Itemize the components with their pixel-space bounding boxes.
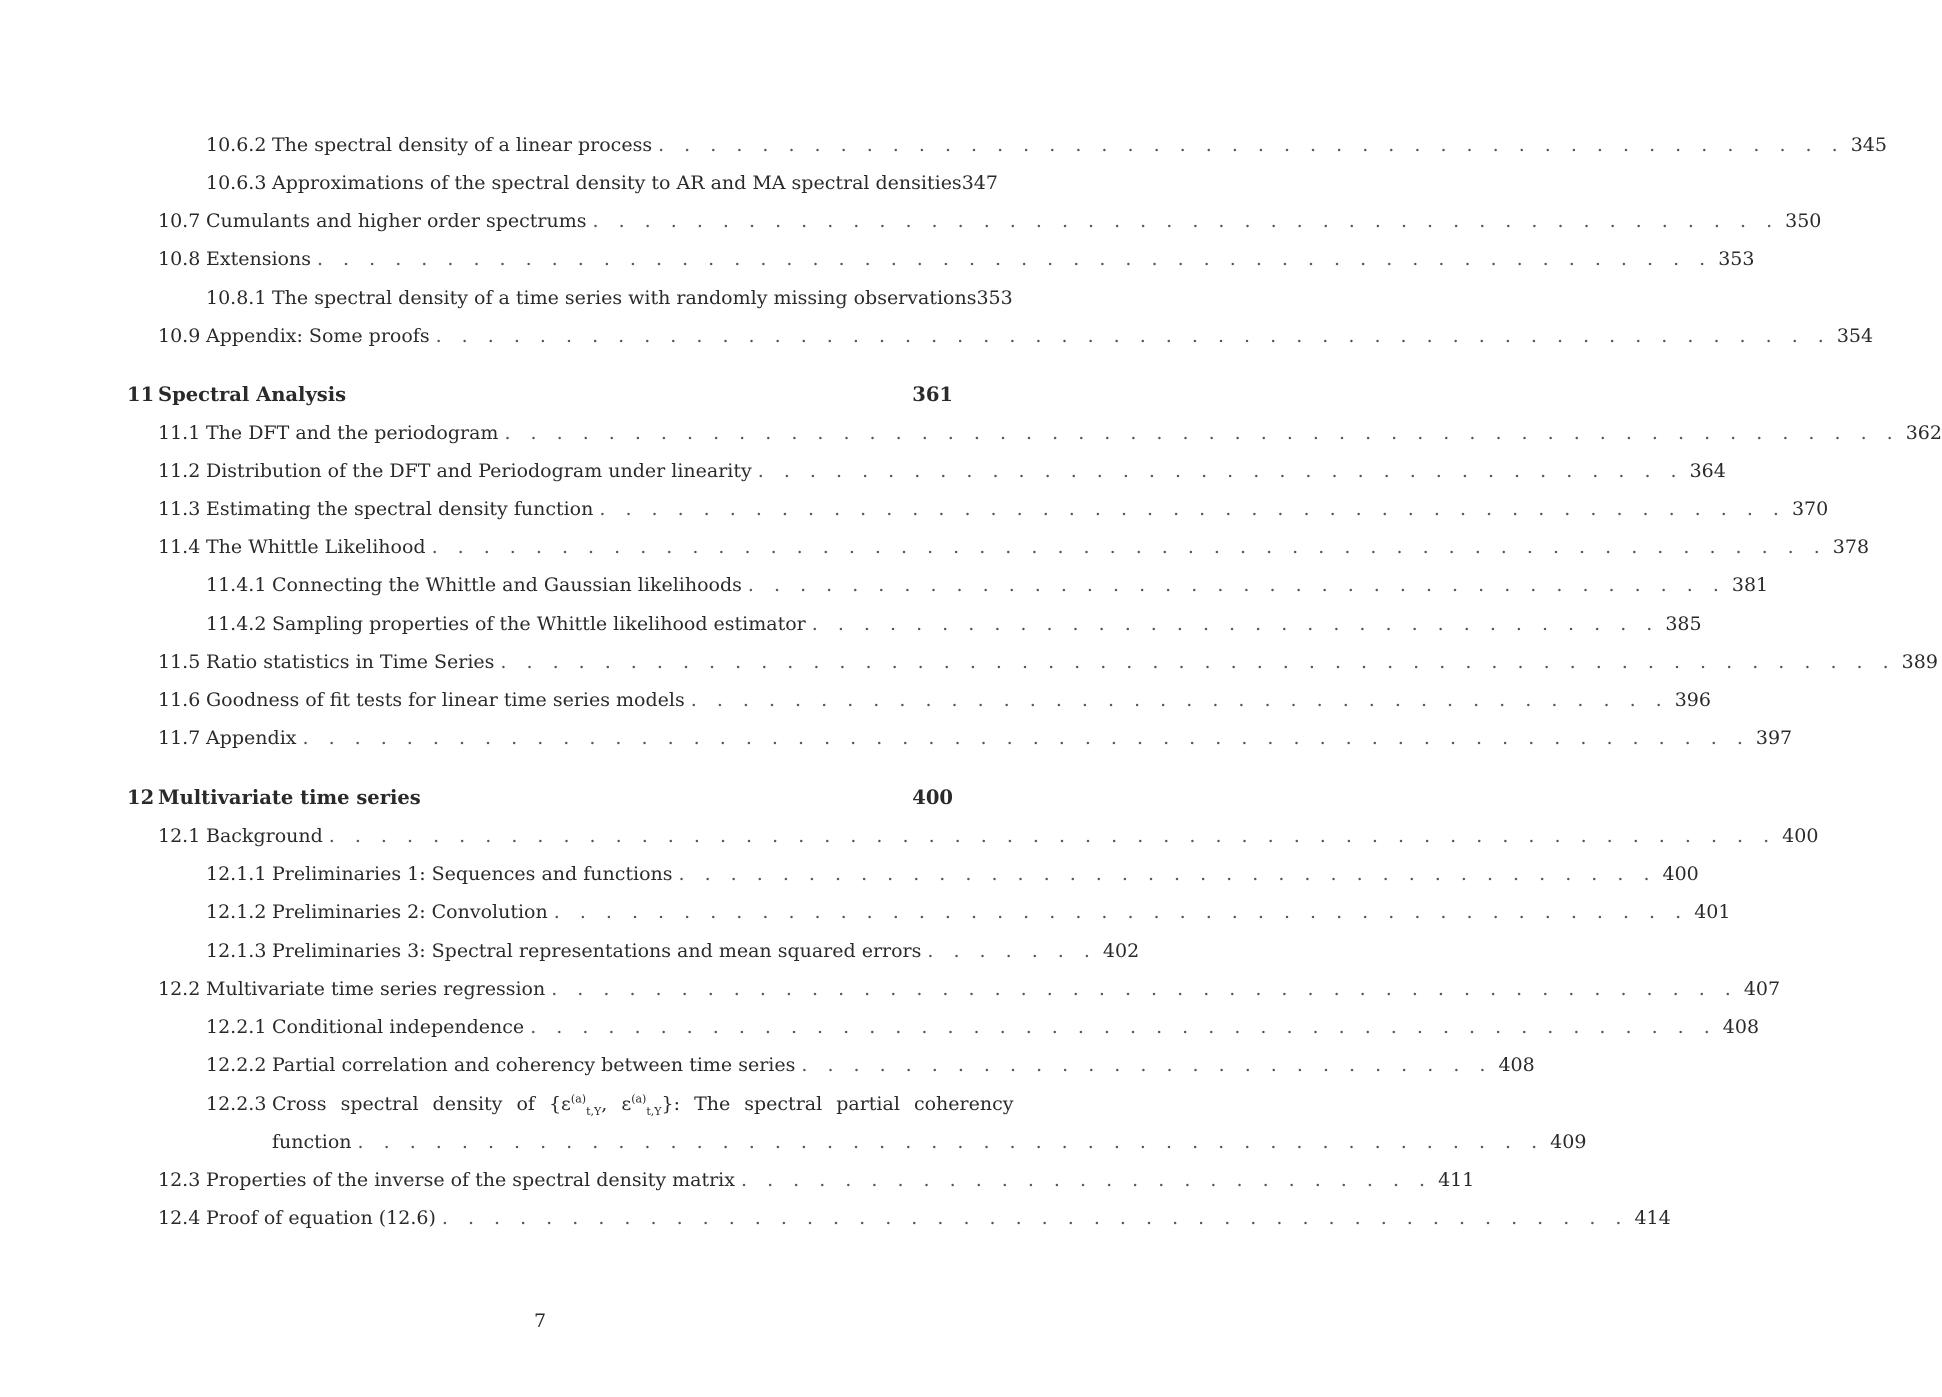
dot-leader: . . . . . . . . . . . . . . . . . . . . . . . . . . . . . . . . . . . . . . . . . . . . . . xyxy=(530,1016,1717,1038)
chapter-title: Spectral Analysis xyxy=(158,383,347,406)
page-ref: 354 xyxy=(1836,325,1874,347)
toc-entry[interactable] xyxy=(206,570,1769,600)
section-title: Properties of the inverse of the spectral density matrix xyxy=(206,1169,735,1191)
dot-leader: . . . . . . . . . . . . . . . . . . . . . . . . . . . . . . . . . . . . . . . . . . . . . . xyxy=(599,498,1786,520)
toc-entry[interactable] xyxy=(158,647,1938,677)
section-number: 11.7 xyxy=(158,727,201,749)
section-title: Partial correlation and coherency between time series xyxy=(272,1054,796,1076)
toc-entry[interactable] xyxy=(206,1089,1014,1119)
section-title: Multivariate time series regression xyxy=(206,978,546,1000)
math-comma: , ε xyxy=(601,1093,632,1115)
page-ref: 414 xyxy=(1634,1207,1671,1229)
section-number: 12.1.3 xyxy=(206,940,267,962)
page-ref: 370 xyxy=(1791,498,1829,520)
toc-entry-continued[interactable] xyxy=(272,1127,1587,1157)
section-number: 10.8.1 xyxy=(206,287,267,309)
toc-entry[interactable] xyxy=(158,685,1711,715)
section-title: Conditional independence xyxy=(272,1016,525,1038)
section-title: Background xyxy=(206,825,323,847)
math-sup: (a) xyxy=(631,1092,647,1106)
section-number: 12.2.2 xyxy=(206,1054,267,1076)
dot-leader: . . . . . . . . . . . . . . . . . . . . . . . . . . . . . . . . . . . . . . . . . . . . . . . . . . . . . . xyxy=(504,422,1900,444)
section-number: 12.2.3 xyxy=(206,1093,267,1115)
page-ref: 401 xyxy=(1694,901,1731,923)
chapter-title: Multivariate time series xyxy=(158,786,421,809)
toc-entry[interactable] xyxy=(206,168,998,198)
dot-leader: . . . . . . . . . . . . . . . . . . . . . . . . . . . . . . . . . . . . . . . . . . . . . . xyxy=(658,134,1845,156)
section-number: 10.6.2 xyxy=(206,134,267,156)
page-ref: 364 xyxy=(1689,460,1726,482)
page-ref: 385 xyxy=(1665,613,1702,635)
section-title: Extensions xyxy=(206,248,311,270)
section-number: 11.4.2 xyxy=(206,613,267,635)
toc-entry[interactable] xyxy=(206,1050,1535,1080)
page-ref: 353 xyxy=(976,287,1013,309)
dot-leader: . . . . . . . . . . . . . . . . . . . . . . . . . . . . . . . . . . . . . . . . . . . . . . . . . . . . . . xyxy=(500,651,1896,673)
section-number: 12.1.2 xyxy=(206,901,267,923)
section-title xyxy=(272,1089,1013,1119)
page-ref: 350 xyxy=(1785,210,1822,232)
dot-leader: . . . . . . . . . . . . . . . . . . . . . . . . . . . . . . . . . . . . . . . . . . . . . . xyxy=(357,1131,1545,1153)
page-ref: 389 xyxy=(1901,651,1938,673)
toc-entry[interactable] xyxy=(158,532,1870,562)
page-ref: 378 xyxy=(1832,536,1870,558)
dot-leader: . . . . . . . . . . . . . . . . . . . . . . . . . . . . . . . . . . . . . . . . . . . . . . . . . . . . . . . . xyxy=(328,825,1777,847)
section-number: 10.7 xyxy=(158,210,201,232)
section-title: The DFT and the periodogram xyxy=(206,422,499,444)
dot-leader: . . . . . . . . . . . . . . . . . . . . . . . . . . . . . . . . . . . . . . . . . . . . xyxy=(553,901,1689,923)
section-title: Distribution of the DFT and Periodogram under linearity xyxy=(206,460,752,482)
dot-leader: . . . . . . . xyxy=(927,940,1097,962)
dot-leader: . . . . . . . . . . . . . . . . . . . . . . . . . . . . . . . . . . . . . . . . . . . . . . . . . . . . . . xyxy=(316,248,1713,270)
section-number: 12.1.1 xyxy=(206,863,267,885)
page-number: 7 xyxy=(533,1310,547,1332)
section-title: Sampling properties of the Whittle likelihood estimator xyxy=(272,613,806,635)
dot-leader: . . . . . . . . . . . . . . . . . . . . . . . . . . . . . . . . . xyxy=(811,613,1660,635)
section-title: Ratio statistics in Time Series xyxy=(206,651,495,673)
section-title: The spectral density of a linear process xyxy=(272,134,653,156)
dot-leader: . . . . . . . . . . . . . . . . . . . . . . . . . . . . . . . . . . . . . . . . . . . . . . . . . . . . . . . . xyxy=(302,727,1750,749)
section-number: 11.5 xyxy=(158,651,201,673)
math-sub: t,Y xyxy=(646,1104,662,1118)
toc-entry[interactable] xyxy=(206,283,1013,313)
math-close: } xyxy=(661,1093,674,1115)
dot-leader: . . . . . . . . . . . . . . . . . . . . . . . . . . . . . . . . . . . . . . xyxy=(678,863,1657,885)
section-number: 12.2.1 xyxy=(206,1016,267,1038)
chapter-number: 11 xyxy=(127,383,155,406)
section-number: 11.4 xyxy=(158,536,201,558)
toc-entry[interactable] xyxy=(206,897,1731,927)
dot-leader: . . . . . . . . . . . . . . . . . . . . . . . . . . . . . . . . . . . . . . xyxy=(690,689,1669,711)
page-ref: 381 xyxy=(1731,574,1769,596)
toc-entry[interactable] xyxy=(158,321,1874,351)
toc-chapter[interactable] xyxy=(127,380,953,410)
toc-entry[interactable] xyxy=(158,974,1781,1004)
page-ref: 400 xyxy=(1662,863,1699,885)
dot-leader: . . . . . . . . . . . . . . . . . . . . . . . . . . . . . . . . . . . . . . . . . . . . . . xyxy=(441,1207,1629,1229)
toc-entry[interactable] xyxy=(158,206,1822,236)
dot-leader: . . . . . . . . . . . . . . . . . . . . . . . . . . . . . . . . . . . . . . . . . . . . . . . . . . . . . . xyxy=(431,536,1827,558)
section-number: 12.4 xyxy=(158,1207,201,1229)
section-number: 11.3 xyxy=(158,498,201,520)
page-ref: 361 xyxy=(912,383,953,406)
section-title: The Whittle Likelihood xyxy=(206,536,426,558)
section-title: Connecting the Whittle and Gaussian likelihoods xyxy=(272,574,742,596)
section-title: Preliminaries 3: Spectral representations and mean squared errors xyxy=(272,940,922,962)
section-number: 11.6 xyxy=(158,689,201,711)
section-title: Proof of equation (12.6) xyxy=(206,1207,436,1229)
math-sub: t,Y xyxy=(586,1104,602,1118)
toc-entry[interactable] xyxy=(206,1012,1760,1042)
section-number: 11.2 xyxy=(158,460,201,482)
section-number: 12.1 xyxy=(158,825,201,847)
section-number: 10.9 xyxy=(158,325,201,347)
toc-chapter[interactable] xyxy=(127,783,953,813)
page-ref: 396 xyxy=(1674,689,1711,711)
toc-entry[interactable] xyxy=(206,936,1140,966)
toc-entry[interactable] xyxy=(158,723,1793,753)
math-sup: (a) xyxy=(570,1092,587,1106)
section-number: 12.3 xyxy=(158,1169,201,1191)
section-number: 10.8 xyxy=(158,248,201,270)
section-title: Preliminaries 2: Convolution xyxy=(272,901,548,923)
page-ref: 409 xyxy=(1550,1131,1587,1153)
page-ref: 347 xyxy=(961,172,998,194)
title-part: : The spectral partial coherency xyxy=(673,1093,1014,1115)
math-open: {ε xyxy=(548,1093,571,1115)
page-ref: 353 xyxy=(1718,248,1755,270)
dot-leader: . . . . . . . . . . . . . . . . . . . . . . . . . . . xyxy=(801,1054,1493,1076)
dot-leader: . . . . . . . . . . . . . . . . . . . . . . . . . . . . . . . . . . . . xyxy=(757,460,1684,482)
section-title: Appendix xyxy=(206,727,297,749)
toc-entry[interactable] xyxy=(158,821,1819,851)
dot-leader: . . . . . . . . . . . . . . . . . . . . . . . . . . . . . . . . . . . . . . . . . . . . . . xyxy=(551,978,1738,1000)
section-number: 12.2 xyxy=(158,978,201,1000)
toc-entry[interactable] xyxy=(158,1165,1475,1195)
section-number: 10.6.3 xyxy=(206,172,267,194)
title-part: Cross spectral density of xyxy=(272,1093,535,1115)
page-ref: 407 xyxy=(1743,978,1781,1000)
chapter-number: 12 xyxy=(127,786,155,809)
page-ref: 408 xyxy=(1498,1054,1535,1076)
toc-entry[interactable] xyxy=(158,418,1942,448)
page-ref: 397 xyxy=(1755,727,1793,749)
section-title: Cumulants and higher order spectrums xyxy=(206,210,587,232)
toc-entry[interactable] xyxy=(206,859,1699,889)
section-title: Estimating the spectral density function xyxy=(206,498,594,520)
section-number: 11.4.1 xyxy=(206,574,267,596)
page-ref: 400 xyxy=(912,786,953,809)
dot-leader: . . . . . . . . . . . . . . . . . . . . . . . . . . . . . . . . . . . . . . . . . . . . . . xyxy=(592,210,1780,232)
toc-entry[interactable] xyxy=(206,130,1887,160)
section-number: 11.1 xyxy=(158,422,201,444)
toc-entry[interactable] xyxy=(158,494,1829,524)
section-title: Preliminaries 1: Sequences and functions xyxy=(272,863,673,885)
dot-leader: . . . . . . . . . . . . . . . . . . . . . . . . . . . xyxy=(740,1169,1433,1191)
page-ref: 345 xyxy=(1850,134,1887,156)
section-title: Goodness of fit tests for linear time series models xyxy=(206,689,685,711)
section-title: Appendix: Some proofs xyxy=(206,325,430,347)
section-title: The spectral density of a time series with randomly missing observations xyxy=(272,287,977,309)
page-ref: 362 xyxy=(1905,422,1942,444)
toc-entry[interactable] xyxy=(206,609,1702,639)
toc-entry[interactable] xyxy=(158,244,1755,274)
section-title: function xyxy=(272,1131,352,1153)
dot-leader: . . . . . . . . . . . . . . . . . . . . . . . . . . . . . . . . . . . . . . . . . . . . . . . . . . . . . . xyxy=(435,325,1831,347)
dot-leader: . . . . . . . . . . . . . . . . . . . . . . . . . . . . . . . . . . . . . . xyxy=(747,574,1726,596)
section-title: Approximations of the spectral density to AR and MA spectral densities xyxy=(272,172,962,194)
toc-entry[interactable] xyxy=(158,456,1726,486)
page-ref: 402 xyxy=(1102,940,1140,962)
toc-entry[interactable] xyxy=(158,1203,1671,1233)
page-ref: 408 xyxy=(1722,1016,1760,1038)
math-expression xyxy=(548,1092,674,1118)
page-ref: 400 xyxy=(1782,825,1819,847)
page-ref: 411 xyxy=(1438,1169,1475,1191)
